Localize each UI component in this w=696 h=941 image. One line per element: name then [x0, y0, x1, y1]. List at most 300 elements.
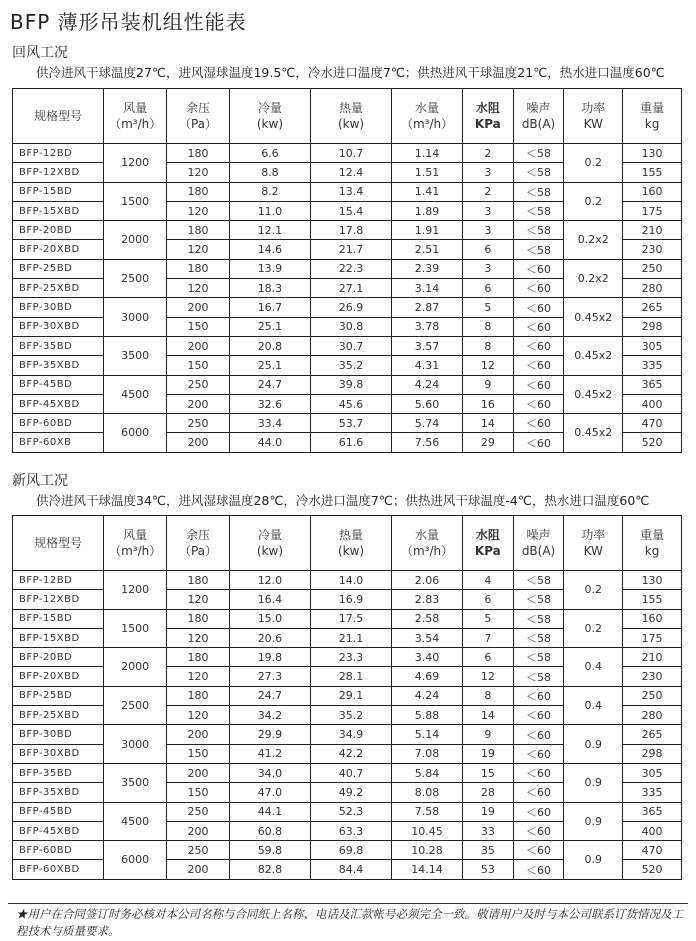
- water-flow-cell: 2.83: [392, 590, 463, 609]
- noise-cell: ＜58: [513, 667, 564, 686]
- cooling-cell: 44.1: [229, 802, 310, 821]
- performance-table-return-air: [12, 88, 682, 453]
- pressure-cell: 120: [167, 590, 230, 609]
- water-flow-cell: 3.14: [392, 279, 463, 298]
- heating-cell: 17.5: [310, 609, 391, 628]
- table-row: [13, 609, 682, 628]
- header-water-resistance: [463, 516, 514, 571]
- heating-cell: 15.4: [310, 201, 391, 220]
- airflow-cell: 4500: [104, 375, 167, 414]
- noise-cell: ＜58: [513, 571, 564, 590]
- pressure-cell: 250: [167, 802, 230, 821]
- section-label-return-air: 回风工况: [12, 45, 68, 61]
- weight-cell: 250: [623, 686, 682, 705]
- model-cell: BFP-12BD: [13, 571, 104, 590]
- water-flow-cell: 5.14: [392, 725, 463, 744]
- water-flow-cell: 1.89: [392, 201, 463, 220]
- airflow-cell: 3000: [104, 298, 167, 337]
- weight-cell: 520: [623, 860, 682, 879]
- heating-cell: 30.7: [310, 336, 391, 355]
- weight-cell: 130: [623, 571, 682, 590]
- power-cell: 0.9: [564, 841, 623, 880]
- cooling-cell: 15.0: [229, 609, 310, 628]
- model-cell: BFP-25XBD: [13, 706, 104, 725]
- water-resistance-cell: 2: [463, 182, 514, 201]
- pressure-cell: 180: [167, 686, 230, 705]
- weight-cell: 210: [623, 648, 682, 667]
- water-resistance-cell: 6: [463, 648, 514, 667]
- cooling-cell: 24.7: [229, 686, 310, 705]
- weight-cell: 365: [623, 375, 682, 394]
- pressure-cell: 200: [167, 394, 230, 413]
- table-row: [13, 686, 682, 705]
- water-resistance-cell: 14: [463, 414, 514, 433]
- water-resistance-cell: 2: [463, 144, 514, 163]
- weight-cell: 298: [623, 317, 682, 336]
- water-flow-cell: 2.87: [392, 298, 463, 317]
- cooling-cell: 14.6: [229, 240, 310, 259]
- model-cell: BFP-30BD: [13, 298, 104, 317]
- header-water-flow-line: 水量: [415, 101, 440, 115]
- table-row: [13, 182, 682, 201]
- model-cell: BFP-25XBD: [13, 279, 104, 298]
- water-flow-cell: 2.51: [392, 240, 463, 259]
- model-cell: BFP-35BD: [13, 763, 104, 782]
- airflow-cell: 2500: [104, 259, 167, 298]
- heating-cell: 17.8: [310, 221, 391, 240]
- noise-cell: ＜60: [513, 783, 564, 802]
- header-heating-line: (kw): [337, 544, 365, 558]
- water-flow-cell: 1.51: [392, 163, 463, 182]
- pressure-cell: 120: [167, 628, 230, 647]
- header-water-resistance: [463, 89, 514, 144]
- water-resistance-cell: 53: [463, 860, 514, 879]
- header-water-resistance-line: 水阻: [475, 528, 500, 542]
- water-resistance-cell: 5: [463, 609, 514, 628]
- header-heating-line: 热量: [339, 528, 364, 542]
- noise-cell: ＜60: [513, 821, 564, 840]
- weight-cell: 210: [623, 221, 682, 240]
- header-airflow-line: 风量: [123, 101, 148, 115]
- water-resistance-cell: 16: [463, 394, 514, 413]
- water-resistance-cell: 12: [463, 667, 514, 686]
- power-cell: 0.45x2: [564, 336, 623, 375]
- table-row: [13, 375, 682, 394]
- cooling-cell: 34.0: [229, 763, 310, 782]
- header-weight-line: 重量: [640, 101, 665, 115]
- pressure-cell: 200: [167, 725, 230, 744]
- noise-cell: ＜60: [513, 841, 564, 860]
- pressure-cell: 120: [167, 706, 230, 725]
- airflow-cell: 4500: [104, 802, 167, 841]
- water-flow-cell: 1.14: [392, 144, 463, 163]
- table-row: [13, 802, 682, 821]
- model-cell: BFP-60BD: [13, 414, 104, 433]
- model-cell: BFP-15BD: [13, 609, 104, 628]
- model-cell: BFP-12BD: [13, 144, 104, 163]
- header-pressure: [167, 516, 230, 571]
- heating-cell: 23.3: [310, 648, 391, 667]
- page-title: BFP 薄形吊装机组性能表: [10, 10, 247, 34]
- heating-cell: 63.3: [310, 821, 391, 840]
- airflow-cell: 1500: [104, 609, 167, 648]
- model-cell: BFP-20XBD: [13, 667, 104, 686]
- header-pressure-line: 余压: [185, 101, 210, 115]
- header-power-line: 功率: [581, 101, 606, 115]
- header-pressure-line: （Pa）: [178, 117, 218, 131]
- header-water-flow: [392, 89, 463, 144]
- header-cooling: [229, 516, 310, 571]
- header-power-line: KW: [583, 544, 603, 558]
- header-weight-line: 重量: [640, 528, 665, 542]
- water-flow-cell: 5.84: [392, 763, 463, 782]
- header-noise: [513, 89, 564, 144]
- noise-cell: ＜60: [513, 375, 564, 394]
- noise-cell: ＜60: [513, 394, 564, 413]
- water-resistance-cell: 9: [463, 375, 514, 394]
- table-row: [13, 763, 682, 782]
- water-flow-cell: 5.88: [392, 706, 463, 725]
- weight-cell: 335: [623, 356, 682, 375]
- water-flow-cell: 10.45: [392, 821, 463, 840]
- heating-cell: 34.9: [310, 725, 391, 744]
- weight-cell: 250: [623, 259, 682, 278]
- water-flow-cell: 2.58: [392, 609, 463, 628]
- weight-cell: 400: [623, 821, 682, 840]
- weight-cell: 155: [623, 163, 682, 182]
- header-weight-line: kg: [644, 544, 660, 558]
- pressure-cell: 200: [167, 433, 230, 452]
- model-cell: BFP-15XBD: [13, 628, 104, 647]
- heating-cell: 26.9: [310, 298, 391, 317]
- header-noise-line: 噪声: [526, 101, 551, 115]
- header-power-line: KW: [583, 117, 603, 131]
- model-cell: BFP-60XBD: [13, 860, 104, 879]
- cooling-cell: 44.0: [229, 433, 310, 452]
- cooling-cell: 16.7: [229, 298, 310, 317]
- header-noise: [513, 516, 564, 571]
- water-resistance-cell: 3: [463, 221, 514, 240]
- pressure-cell: 120: [167, 201, 230, 220]
- cooling-cell: 34.2: [229, 706, 310, 725]
- water-resistance-cell: 3: [463, 201, 514, 220]
- table-row: [13, 144, 682, 163]
- noise-cell: ＜60: [513, 860, 564, 879]
- header-weight: [623, 89, 682, 144]
- heating-cell: 40.7: [310, 763, 391, 782]
- water-resistance-cell: 8: [463, 686, 514, 705]
- model-cell: BFP-35XBD: [13, 783, 104, 802]
- cooling-cell: 59.8: [229, 841, 310, 860]
- airflow-cell: 1200: [104, 571, 167, 610]
- water-resistance-cell: 8: [463, 317, 514, 336]
- water-flow-cell: 10.28: [392, 841, 463, 860]
- water-flow-cell: 7.08: [392, 744, 463, 763]
- cooling-cell: 20.6: [229, 628, 310, 647]
- cooling-cell: 27.3: [229, 667, 310, 686]
- header-water-flow-line: （m³/h）: [400, 117, 454, 131]
- model-cell: BFP-12XBD: [13, 590, 104, 609]
- water-flow-cell: 4.24: [392, 375, 463, 394]
- weight-cell: 160: [623, 182, 682, 201]
- airflow-cell: 3000: [104, 725, 167, 764]
- header-pressure-line: 余压: [185, 528, 210, 542]
- heating-cell: 22.3: [310, 259, 391, 278]
- heating-cell: 35.2: [310, 706, 391, 725]
- heating-cell: 13.4: [310, 182, 391, 201]
- noise-cell: ＜60: [513, 298, 564, 317]
- header-cooling-line: (kw): [256, 117, 284, 131]
- water-flow-cell: 3.78: [392, 317, 463, 336]
- weight-cell: 230: [623, 240, 682, 259]
- water-resistance-cell: 3: [463, 163, 514, 182]
- water-flow-cell: 7.58: [392, 802, 463, 821]
- cooling-cell: 12.1: [229, 221, 310, 240]
- pressure-cell: 120: [167, 279, 230, 298]
- header-power: [564, 89, 623, 144]
- header-row: [13, 516, 682, 571]
- model-cell: BFP-45XBD: [13, 394, 104, 413]
- header-water-resistance-line: 水阻: [475, 101, 500, 115]
- header-heating-line: (kw): [337, 117, 365, 131]
- header-weight-line: kg: [644, 117, 660, 131]
- water-resistance-cell: 6: [463, 590, 514, 609]
- water-resistance-cell: 12: [463, 356, 514, 375]
- pressure-cell: 120: [167, 163, 230, 182]
- model-cell: BFP-45XBD: [13, 821, 104, 840]
- header-airflow-line: （m³/h）: [109, 544, 162, 558]
- header-pressure: [167, 89, 230, 144]
- header-noise-line: dB(A): [521, 117, 556, 131]
- weight-cell: 470: [623, 414, 682, 433]
- noise-cell: ＜58: [513, 609, 564, 628]
- cooling-cell: 24.7: [229, 375, 310, 394]
- heating-cell: 53.7: [310, 414, 391, 433]
- noise-cell: ＜58: [513, 144, 564, 163]
- header-cooling-line: 冷量: [257, 528, 282, 542]
- model-cell: BFP-25BD: [13, 686, 104, 705]
- cooling-cell: 16.4: [229, 590, 310, 609]
- test-conditions-return-air: 供冷进风干球温度27℃，进风湿球温度19.5℃，冷水进口温度7℃；供热进风干球温度21℃，热水进口温度60℃: [36, 65, 665, 80]
- weight-cell: 130: [623, 144, 682, 163]
- header-water-resistance-line: KPa: [474, 544, 501, 558]
- noise-cell: ＜60: [513, 706, 564, 725]
- pressure-cell: 250: [167, 414, 230, 433]
- header-airflow-line: 风量: [123, 528, 148, 542]
- water-flow-cell: 4.31: [392, 356, 463, 375]
- power-cell: 0.9: [564, 802, 623, 841]
- cooling-cell: 11.0: [229, 201, 310, 220]
- weight-cell: 265: [623, 298, 682, 317]
- water-resistance-cell: 8: [463, 336, 514, 355]
- heating-cell: 14.0: [310, 571, 391, 590]
- weight-cell: 305: [623, 763, 682, 782]
- pressure-cell: 180: [167, 221, 230, 240]
- airflow-cell: 6000: [104, 414, 167, 453]
- weight-cell: 470: [623, 841, 682, 860]
- header-heating: [310, 516, 391, 571]
- noise-cell: ＜58: [513, 628, 564, 647]
- noise-cell: ＜60: [513, 802, 564, 821]
- power-cell: 0.2: [564, 571, 623, 610]
- pressure-cell: 120: [167, 240, 230, 259]
- cooling-cell: 19.8: [229, 648, 310, 667]
- water-resistance-cell: 29: [463, 433, 514, 452]
- airflow-cell: 6000: [104, 841, 167, 880]
- weight-cell: 400: [623, 394, 682, 413]
- table-row: [13, 298, 682, 317]
- water-resistance-cell: 19: [463, 744, 514, 763]
- power-cell: 0.2x2: [564, 221, 623, 260]
- weight-cell: 365: [623, 802, 682, 821]
- header-water-flow-line: 水量: [415, 528, 440, 542]
- water-flow-cell: 4.24: [392, 686, 463, 705]
- cooling-cell: 13.9: [229, 259, 310, 278]
- water-flow-cell: 5.74: [392, 414, 463, 433]
- water-resistance-cell: 33: [463, 821, 514, 840]
- water-resistance-cell: 35: [463, 841, 514, 860]
- power-cell: 0.45x2: [564, 375, 623, 414]
- water-flow-cell: 2.06: [392, 571, 463, 590]
- airflow-cell: 2500: [104, 686, 167, 725]
- model-cell: BFP-20XBD: [13, 240, 104, 259]
- water-flow-cell: 4.69: [392, 667, 463, 686]
- noise-cell: ＜58: [513, 201, 564, 220]
- heating-cell: 69.8: [310, 841, 391, 860]
- water-flow-cell: 5.60: [392, 394, 463, 413]
- weight-cell: 175: [623, 201, 682, 220]
- table-row: [13, 221, 682, 240]
- cooling-cell: 82.8: [229, 860, 310, 879]
- header-pressure-line: （Pa）: [178, 544, 218, 558]
- power-cell: 0.45x2: [564, 298, 623, 337]
- pressure-cell: 180: [167, 571, 230, 590]
- performance-table-fresh-air: [12, 515, 682, 880]
- header-water-flow-line: （m³/h）: [400, 544, 454, 558]
- water-flow-cell: 3.57: [392, 336, 463, 355]
- noise-cell: ＜60: [513, 259, 564, 278]
- noise-cell: ＜60: [513, 336, 564, 355]
- header-row: [13, 89, 682, 144]
- power-cell: 0.2: [564, 609, 623, 648]
- heating-cell: 52.3: [310, 802, 391, 821]
- pressure-cell: 180: [167, 609, 230, 628]
- water-resistance-cell: 3: [463, 259, 514, 278]
- cooling-cell: 12.0: [229, 571, 310, 590]
- power-cell: 0.2x2: [564, 259, 623, 298]
- heating-cell: 45.6: [310, 394, 391, 413]
- weight-cell: 265: [623, 725, 682, 744]
- power-cell: 0.45x2: [564, 414, 623, 453]
- noise-cell: ＜58: [513, 163, 564, 182]
- header-airflow: [104, 516, 167, 571]
- water-flow-cell: 14.14: [392, 860, 463, 879]
- water-flow-cell: 7.56: [392, 433, 463, 452]
- table-row: [13, 414, 682, 433]
- heating-cell: 61.6: [310, 433, 391, 452]
- power-cell: 0.4: [564, 686, 623, 725]
- water-resistance-cell: 28: [463, 783, 514, 802]
- cooling-cell: 33.4: [229, 414, 310, 433]
- model-cell: BFP-30BD: [13, 725, 104, 744]
- pressure-cell: 200: [167, 860, 230, 879]
- header-heating-line: 热量: [339, 101, 364, 115]
- water-resistance-cell: 4: [463, 571, 514, 590]
- noise-cell: ＜58: [513, 182, 564, 201]
- water-resistance-cell: 14: [463, 706, 514, 725]
- model-cell: BFP-60BD: [13, 841, 104, 860]
- header-model: 规格型号: [13, 516, 104, 571]
- noise-cell: ＜60: [513, 279, 564, 298]
- cooling-cell: 6.6: [229, 144, 310, 163]
- heating-cell: 42.2: [310, 744, 391, 763]
- water-resistance-cell: 15: [463, 763, 514, 782]
- header-power: [564, 516, 623, 571]
- footer-divider: [8, 903, 688, 904]
- power-cell: 0.4: [564, 648, 623, 687]
- cooling-cell: 47.0: [229, 783, 310, 802]
- heating-cell: 21.1: [310, 628, 391, 647]
- weight-cell: 335: [623, 783, 682, 802]
- footer-note: ★用户在合同签订时务必核对本公司名称与合同纸上名称、电话及汇款帐号必须完全一致。敬请用户及时与本公司联系订货情况及工程技术与质量要求。: [16, 907, 683, 938]
- weight-cell: 155: [623, 590, 682, 609]
- airflow-cell: 1200: [104, 144, 167, 183]
- model-cell: BFP-60XB: [13, 433, 104, 452]
- noise-cell: ＜60: [513, 317, 564, 336]
- weight-cell: 280: [623, 279, 682, 298]
- cooling-cell: 60.8: [229, 821, 310, 840]
- model-cell: BFP-30XBD: [13, 744, 104, 763]
- noise-cell: ＜60: [513, 433, 564, 452]
- pressure-cell: 200: [167, 821, 230, 840]
- cooling-cell: 8.2: [229, 182, 310, 201]
- heating-cell: 16.9: [310, 590, 391, 609]
- pressure-cell: 200: [167, 298, 230, 317]
- table-row: [13, 725, 682, 744]
- weight-cell: 175: [623, 628, 682, 647]
- header-water-flow: [392, 516, 463, 571]
- heating-cell: 28.1: [310, 667, 391, 686]
- heating-cell: 49.2: [310, 783, 391, 802]
- pressure-cell: 120: [167, 667, 230, 686]
- weight-cell: 298: [623, 744, 682, 763]
- heating-cell: 10.7: [310, 144, 391, 163]
- pressure-cell: 180: [167, 182, 230, 201]
- model-cell: BFP-20BD: [13, 648, 104, 667]
- water-resistance-cell: 19: [463, 802, 514, 821]
- test-conditions-fresh-air: 供冷进风干球温度34℃，进风湿球温度28℃，冷水进口温度7℃；供热进风干球温度-4℃，热水进口温度60℃: [36, 493, 650, 508]
- header-airflow-line: （m³/h）: [109, 117, 162, 131]
- water-flow-cell: 1.91: [392, 221, 463, 240]
- power-cell: 0.2: [564, 144, 623, 183]
- weight-cell: 230: [623, 667, 682, 686]
- cooling-cell: 25.1: [229, 356, 310, 375]
- heating-cell: 39.8: [310, 375, 391, 394]
- heating-cell: 84.4: [310, 860, 391, 879]
- weight-cell: 280: [623, 706, 682, 725]
- cooling-cell: 29.9: [229, 725, 310, 744]
- airflow-cell: 2000: [104, 221, 167, 260]
- header-noise-line: dB(A): [521, 544, 556, 558]
- table-row: [13, 648, 682, 667]
- water-flow-cell: 3.40: [392, 648, 463, 667]
- pressure-cell: 150: [167, 356, 230, 375]
- header-water-resistance-line: KPa: [474, 117, 501, 131]
- water-flow-cell: 2.39: [392, 259, 463, 278]
- noise-cell: ＜58: [513, 590, 564, 609]
- pressure-cell: 150: [167, 744, 230, 763]
- table-row: [13, 841, 682, 860]
